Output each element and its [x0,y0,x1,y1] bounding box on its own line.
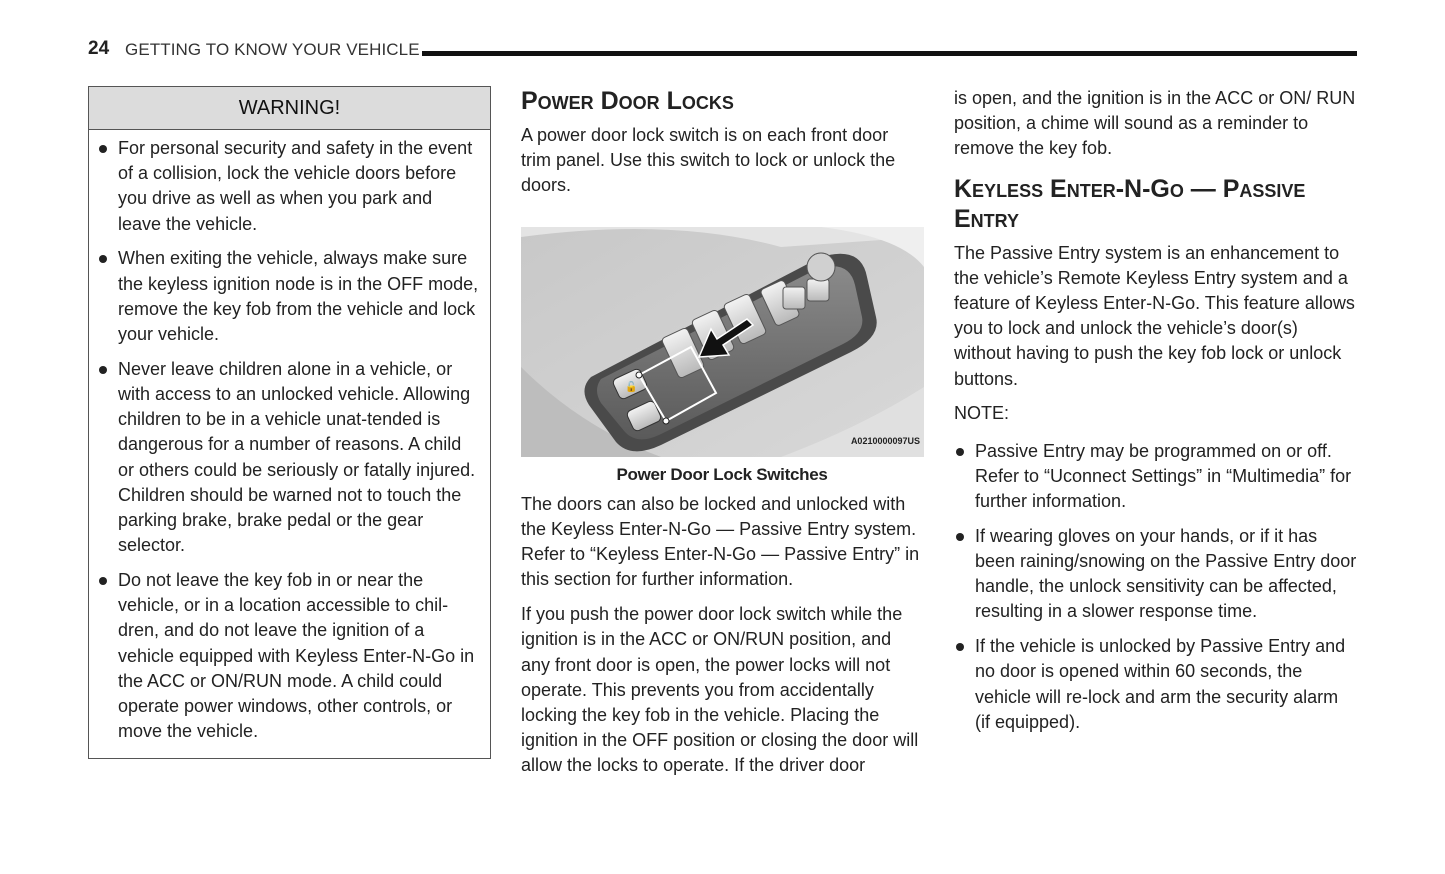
left-column [88,86,491,759]
note-label: NOTE: [954,403,1010,424]
svg-text:🔓: 🔓 [625,381,638,393]
section-title: GETTING TO KNOW YOUR VEHICLE [125,40,420,59]
warning-list [89,130,490,758]
middle-column [521,86,923,788]
note-item: If the vehicle is unlocked by Passive Entry and no door is opened within 60 seconds, the vehicle will re-lock and arm the security alarm (if equipped). [954,634,1357,735]
warning-item: When exiting the vehicle, always make sure the keyless ignition node is in the OFF mode, remove the key fob from the vehicle and lock your vehicle. [97,246,480,347]
header-rule [422,51,1357,56]
power-door-locks-para-2: If you push the power door lock switch while the ignition is in the ACC or ON/RUN position, and any front door is open, the power locks will not operate. This prevents you from accidentally locking the key fob in the vehicle. Placing the ignition in the OFF position or closing the door will allow the locks to operate. If the driver door [521,604,919,776]
power-door-locks-intro: A power door lock switch is on each front door trim panel. Use this switch to lock or unlock the doors. [521,125,896,196]
keyless-intro: The Passive Entry system is an enhancement to the vehicle’s Remote Keyless Entry system and a feature of Keyless Enter-N-Go. This feature allows you to lock and unlock the vehicle’s door(s) without having to push the key fob lock or unlock buttons. [954,242,1355,389]
note-item: Passive Entry may be programmed on or off. Refer to “Uconnect Settings” in “Multimedia” for further information. [954,439,1357,515]
warning-item: Do not leave the key fob in or near the vehicle, or in a location accessible to chil-dren, and do not leave the ignition of a vehicle equipped with Keyless Enter-N-Go in the ACC or ON/RUN mode. A child could operate power windows, other controls, or move the vehicle. [97,568,480,744]
note-list [954,439,1357,735]
warning-title: WARNING! [89,87,490,130]
warning-item: For personal security and safety in the event of a collision, lock the vehicle doors before you drive as well as when you park and leave the vehicle. [97,136,480,237]
page-number: 24 [88,38,110,59]
power-door-locks-heading: Power Door Locks [521,87,734,115]
page-header [88,38,1357,64]
door-lock-switch-illustration [521,227,924,457]
door-lock-switch-figure [521,227,924,457]
keyless-heading: Keyless Enter-N-Go — Passive Entry [954,174,1306,233]
figure-caption: Power Door Lock Switches [616,464,828,484]
right-column [954,86,1357,745]
note-item: If wearing gloves on your hands, or if it has been raining/snowing on the Passive Entry door handle, the unlock sensitivity can be affected, resulting in a slower response time. [954,524,1357,625]
power-door-locks-para-1: The doors can also be locked and unlocked with the Keyless Enter-N-Go — Passive Entry system. Refer to “Keyless Enter-N-Go — Passive Entry” in this section for further information. [521,493,920,590]
warning-box [88,86,491,759]
continuation-text: is open, and the ignition is in the ACC or ON/ RUN position, a chime will sound as a reminder to remove the key fob. [954,88,1356,159]
warning-item: Never leave children alone in a vehicle, or with access to an unlocked vehicle. Allowing children to be in a vehicle unat-tended is dangerous for a number of reasons. A child or others could be seriously or fatally injured. Children should be warned not to touch the parking brake, brake pedal or the gear selector. [97,357,480,559]
figure-code: A0210000097US [850,436,920,447]
